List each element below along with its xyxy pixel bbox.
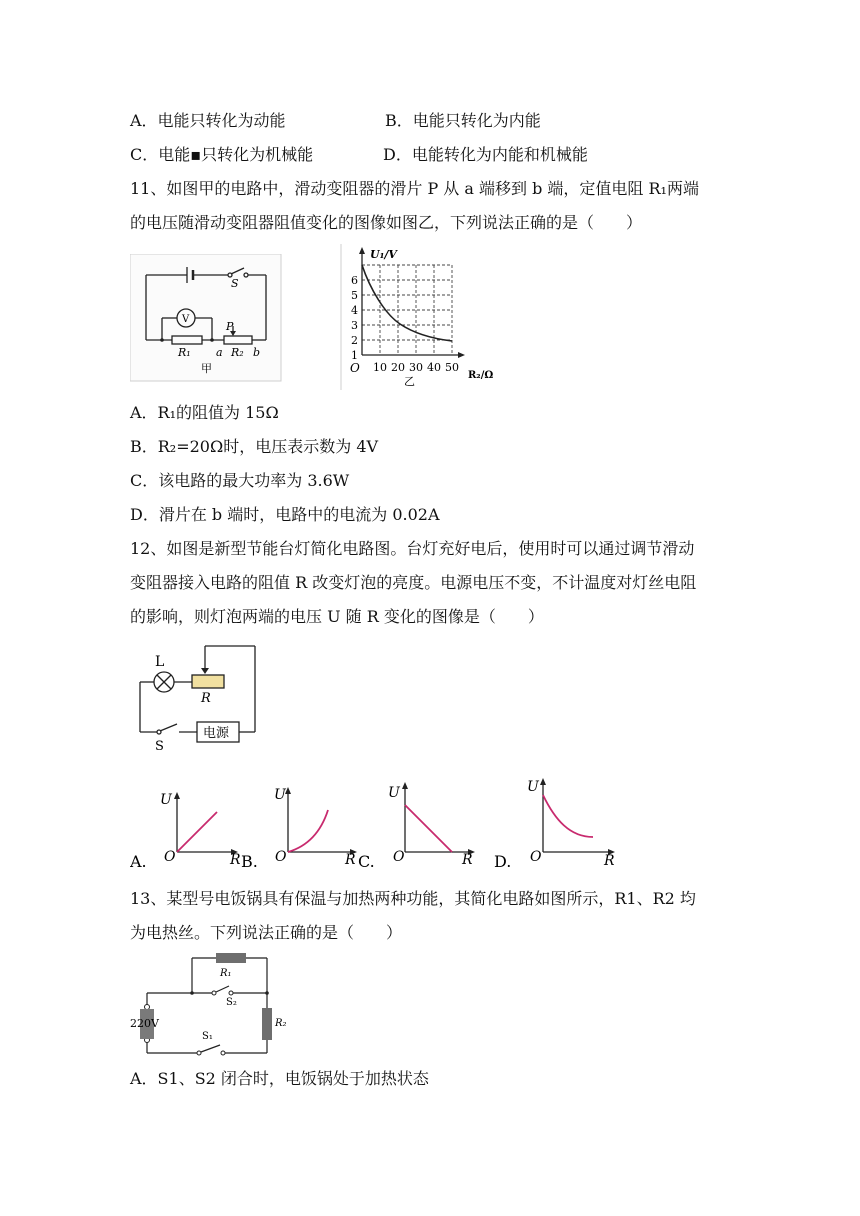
q11-r2-label: R₂: [231, 346, 244, 359]
q12-axis-u: U: [527, 779, 539, 795]
q13-stem-line1: 13、某型号电饭锅具有保温与加热两种功能，其简化电路如图所示，R1、R2 均: [130, 889, 696, 908]
q12-graph-a: [130, 792, 241, 871]
q13-circuit-figure: [130, 950, 300, 1060]
q12-switch-label: S: [155, 739, 164, 754]
q10-option-c: C．电能▪只转化为机械能: [130, 145, 314, 164]
q12-axis-o: O: [530, 849, 542, 865]
q11-graph-ylabel: U₁/V: [370, 248, 397, 261]
q11-graph-ytick: 6: [351, 274, 358, 287]
q12-axis-r: R: [230, 852, 241, 868]
q12-choice-d-label: D.: [494, 852, 512, 871]
q11-graph-ytick: 4: [351, 304, 358, 317]
q13-stem-line2: 为电热丝。下列说法正确的是（ ）: [130, 923, 403, 942]
q11-stem-line2: 的电压随滑动变阻器阻值变化的图像如图乙，下列说法正确的是（ ）: [130, 213, 643, 232]
q11-voltmeter-label: V: [182, 314, 190, 325]
q12-stem-line2: 变阻器接入电路的阻值 R 改变灯泡的亮度。电源电压不变，不计温度对灯丝电阻: [130, 573, 697, 592]
q11-graph-caption: 乙: [404, 375, 415, 388]
q12-stem-line3: 的影响，则灯泡两端的电压 U 随 R 变化的图像是（ ）: [130, 607, 544, 626]
q13-r1-label: R₁: [220, 968, 232, 979]
q13-s1-label: S₁: [202, 1031, 213, 1042]
q11-r1-label: R₁: [178, 346, 191, 359]
q12-stem-line1: 12、如图是新型节能台灯简化电路图。台灯充好电后，使用时可以通过调节滑动: [130, 539, 695, 558]
q12-graph-d: [494, 778, 615, 871]
q11-graph-xtick: 50: [445, 361, 459, 374]
q11-slider-label: P: [226, 320, 234, 333]
q12-axis-r: R: [462, 852, 473, 868]
q12-axis-r: R: [345, 852, 356, 868]
q12-axis-o: O: [275, 849, 287, 865]
q12-axis-u: U: [160, 792, 172, 808]
q13-r2-label: R₂: [275, 1018, 287, 1029]
q12-axis-o: O: [393, 849, 405, 865]
q11-circuit-figure: [130, 254, 282, 384]
q11-graph-xtick: 40: [427, 361, 441, 374]
q12-axis-u: U: [274, 787, 286, 803]
q11-graph-ytick: 3: [351, 319, 358, 332]
q12-axis-o: O: [164, 849, 176, 865]
q11-graph-ytick: 1: [351, 349, 358, 362]
q11-graph-figure: [340, 244, 505, 390]
q11-end-a-label: a: [216, 346, 223, 359]
q10-option-d: D．电能转化为内能和机械能: [383, 145, 588, 164]
q11-graph-xtick: 10: [373, 361, 387, 374]
q12-choice-b-label: B.: [241, 852, 258, 871]
q11-end-b-label: b: [253, 346, 261, 359]
q11-circuit-caption: 甲: [201, 362, 212, 375]
q11-stem-line1: 11、如图甲的电路中，滑动变阻器的滑片 P 从 a 端移到 b 端，定值电阻 R₁两端: [130, 179, 699, 198]
q11-graph-ytick: 2: [351, 334, 358, 347]
q13-s2-label: S₂: [226, 997, 237, 1008]
q12-rheostat-label: R: [201, 691, 211, 706]
q12-source-label: 电源: [203, 726, 230, 741]
q12-circuit-figure: [135, 642, 265, 754]
q10-option-a: A．电能只转化为动能: [130, 111, 286, 130]
q12-choice-graphs: [130, 775, 630, 875]
q11-graph-xlabel: R₂/Ω: [468, 370, 494, 381]
q10-option-b: B．电能只转化为内能: [385, 111, 541, 130]
q11-switch-label: S: [231, 277, 239, 290]
q11-graph-xtick: 30: [409, 361, 423, 374]
q11-graph-ytick: 5: [351, 289, 358, 302]
q11-graph-xtick: 20: [391, 361, 405, 374]
q11-option-c: C．该电路的最大功率为 3.6W: [130, 471, 350, 490]
q12-axis-r: R: [604, 853, 615, 869]
q12-graph-c: [358, 782, 475, 871]
q12-choice-c-label: C.: [358, 852, 375, 871]
q11-graph-origin: O: [350, 361, 360, 375]
q13-voltage-label: 220V: [130, 1017, 159, 1030]
q12-axis-u: U: [388, 785, 400, 801]
q12-lamp-label: L: [155, 654, 165, 670]
q11-option-d: D．滑片在 b 端时，电路中的电流为 0.02A: [130, 505, 440, 524]
q13-option-a: A．S1、S2 闭合时，电饭锅处于加热状态: [130, 1069, 429, 1088]
q12-graph-b: [241, 787, 357, 871]
q11-option-a: A．R₁的阻值为 15Ω: [130, 403, 279, 422]
q11-option-b: B．R₂=20Ω时，电压表示数为 4V: [130, 437, 379, 456]
q12-choice-a-label: A.: [130, 852, 147, 871]
